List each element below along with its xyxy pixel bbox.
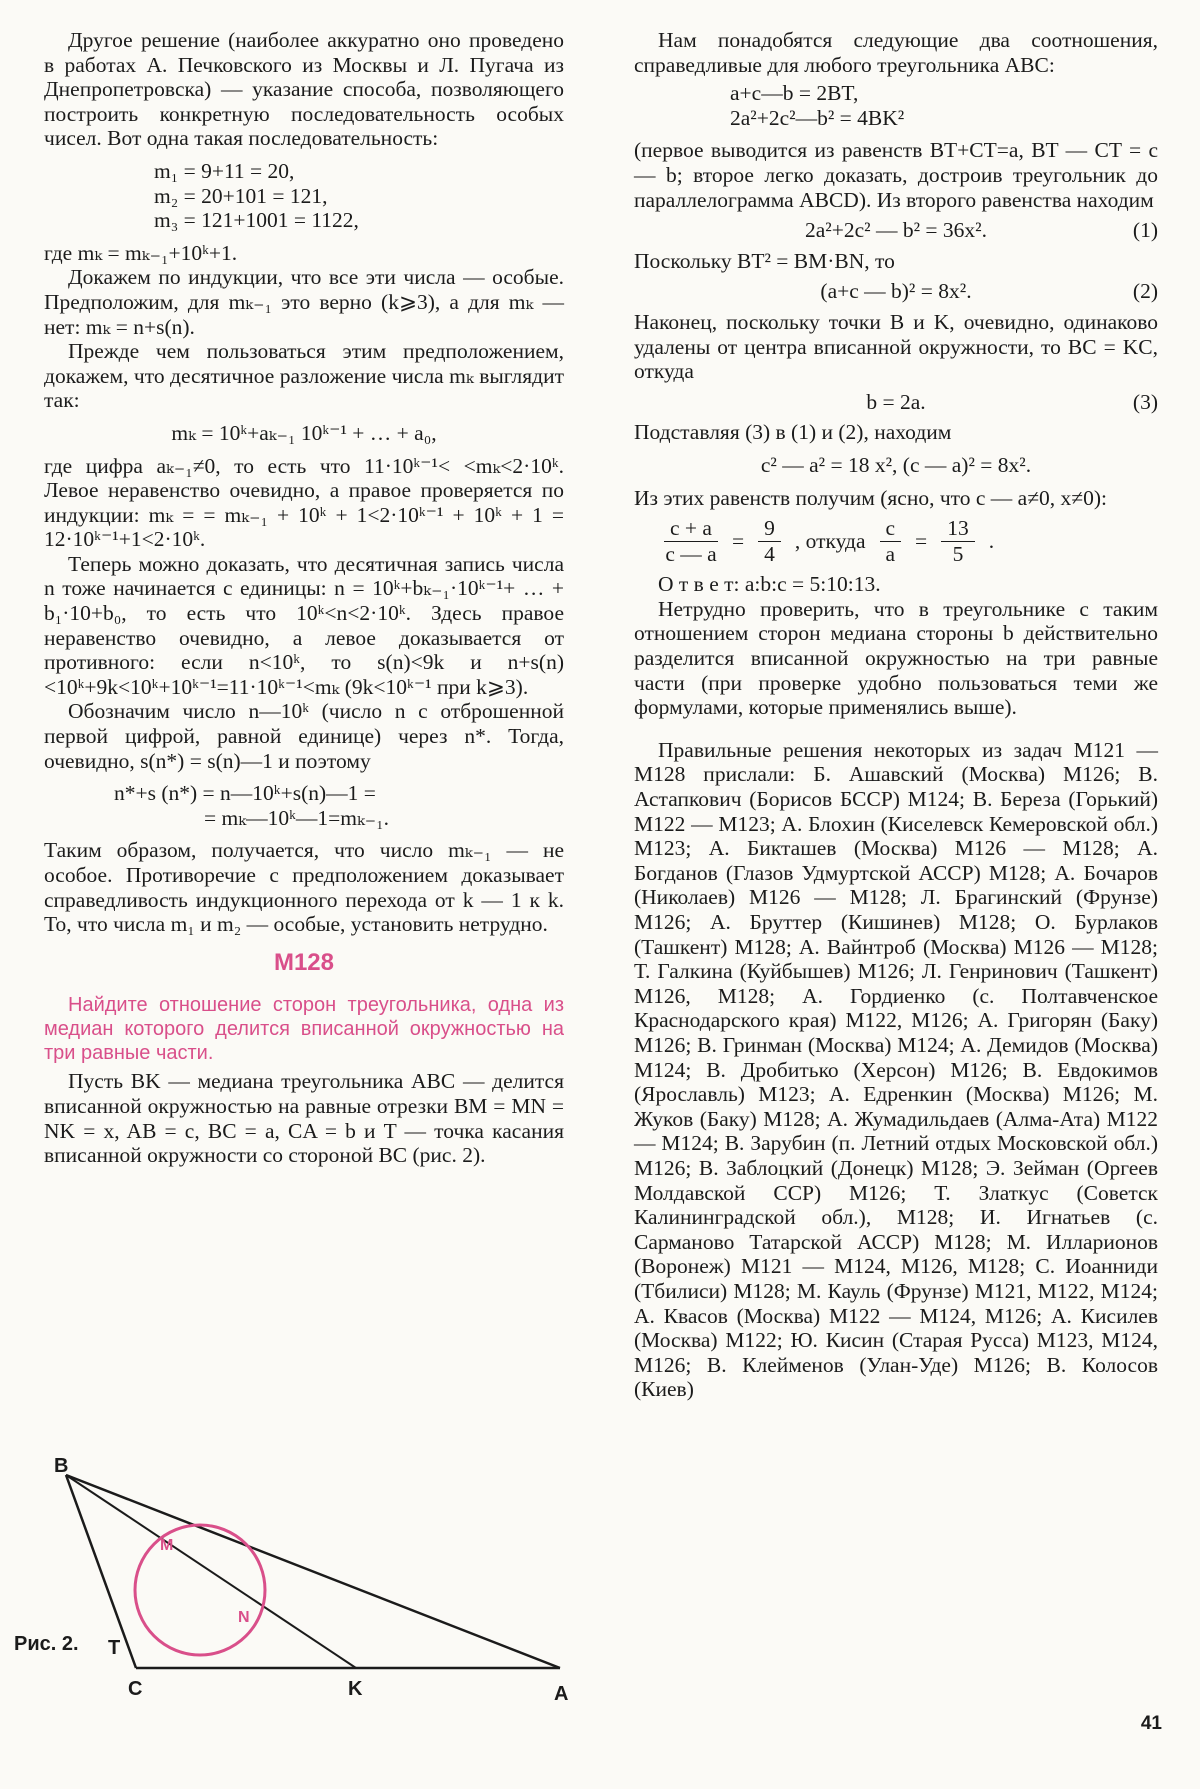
equation-body: b = 2a. — [866, 389, 926, 414]
formula-line: = mₖ—10ᵏ—1=mₖ₋₁. — [204, 805, 390, 830]
page-number: 41 — [1140, 1713, 1162, 1734]
answer: О т в е т: a:b:c = 5:10:13. — [658, 572, 881, 597]
formula-m1: m₁ = 9+11 = 20, — [154, 158, 295, 183]
connector-text: , откуда — [794, 528, 866, 553]
left-column — [44, 28, 564, 1168]
paragraph: Наконец, поскольку точки B и K, очевидно, одинаково удалены от центра вписанной окружности, то BC = KC, откуда — [634, 309, 1158, 384]
paragraph: Обозначим число n—10ᵏ (число n с отброшенной первой цифрой, равной единице) через n*. Тогда, очевидно, s(n*) = s(n)—1 и поэтому — [44, 699, 564, 773]
formula-line: 2a²+2c²—b² = 4BK² — [730, 105, 905, 130]
right-column — [634, 28, 1158, 1402]
equation-number: (3) — [1132, 389, 1158, 414]
equals-sign: = — [731, 528, 745, 553]
numerator: c + a — [664, 516, 718, 542]
equals-sign: = — [915, 528, 928, 553]
equation-number: (1) — [1132, 218, 1158, 243]
formula-m2: m₂ = 20+101 = 121, — [154, 183, 328, 208]
vertex-label-b: B — [54, 1455, 69, 1477]
formula-line: n*+s (n*) = n—10ᵏ+s(n)—1 = — [114, 781, 376, 806]
problem-heading: M128 — [273, 948, 335, 976]
paragraph: Прежде чем пользоваться этим предположением, докажем, что десятичное разложение числа mₖ выглядит так: — [44, 339, 564, 413]
denominator: 5 — [952, 541, 964, 566]
paragraph: Поскольку BT² = BM·BN, то — [634, 248, 895, 273]
paragraph: Пусть BK — медиана треугольника ABC — делится вписанной окружностью на равные отрезки BM = MN = NK = x, AB = c, BC = a, CA = b и T — точка касания вписанной окружности со стороной BC (рис. 2). — [44, 1069, 564, 1168]
solvers-list: Правильные решения некоторых из задач M121 — M128 прислали: Б. Ашавский (Москва) M126; В. Астапкович (Борисов БССР) M124; В. Береза (Горький) M122 — M123; А. Блохин (Киселевск Кемеровской обл.) M123; А. Бикташев (Москва) M126 — M128; А. Богданов (Глазов Удмуртской АССР) M128; А. Бочаров (Николаев) M126 — M128; Л. Брагинский (Фрунзе) M126; А. Бруттер (Кишинев) M128; О. Бурлаков (Ташкент) M128; А. Вайнтроб (Москва) M126 — M128; Т. Галкина (Куйбышев) M126; Л. Генринович (Ташкент) M126, M128; А. Гордиенко (с. Полтавченское Краснодарского края) M122, M126; А. Григорян (Баку) M126; В. Гринман (Москва) M124; А. Демидов (Москва) M124; В. Дробитько (Херсон) M126; В. Евдокимов (Ярославль) M123; А. Едренкин (Москва) M126; М. Жуков (Баку) M128; А. Жумадильдаев (Алма-Ата) M122 — M124; В. Зарубин (п. Летний отдых Московской обл.) M126; В. Заблоцкий (Донецк) M128; Э. Зейман (Оргеев Молдавской ССР) M126; Т. Златкус (Советск Калининградской обл.), M128; И. Игнатьев (с. Сарманово Татарской АССР) M128; М. Илларионов (Воронеж) M121 — M124, M126, M128; С. Иоанниди (Тбилиси) M128; М. Кауль (Фрунзе) M121, M122, M124; А. Квасов (Москва) M122 — M124, M126; А. Кисилев (Москва) M122; Ю. Кисин (Старая Русса) M123, M124, M126; В. Клейменов (Улан-Уде) M126; В. Колосов (Киев) — [634, 737, 1158, 1402]
fraction — [880, 516, 902, 566]
triangle-figure — [30, 1450, 590, 1750]
vertex-label-a: A — [554, 1683, 569, 1705]
equation-2 — [634, 279, 1158, 304]
paragraph: где цифра aₖ₋₁≠0, то есть что 11·10ᵏ⁻¹< <mₖ<2·10ᵏ. Левое неравенство очевидно, а правое проверяется по индукции: mₖ = = mₖ₋₁ + 10ᵏ + 1<2·10ᵏ⁻¹ + 10ᵏ + 1 = 12·10ᵏ⁻¹+1<2·10ᵏ. — [44, 453, 564, 552]
denominator: 4 — [764, 541, 775, 566]
paragraph: Нетрудно проверить, что в треугольнике с таким отношением сторон медиана стороны b действительно разделится вписанной окружностью на три равные части (при проверке удобно пользоваться теми же формулами, которые применялись выше). — [634, 596, 1158, 720]
equation-number: (2) — [1132, 279, 1158, 304]
paragraph: Подставляя (3) в (1) и (2), находим — [634, 420, 952, 445]
equation-3 — [634, 390, 1158, 415]
paragraph: Таким образом, получается, что число mₖ₋₁ — не особое. Противоречие с предположением доказывает справедливость индукционного перехода от k — 1 к k. То, что числа m₁ и m₂ — особые, установить нетрудно. — [44, 838, 564, 937]
vertex-label-c: C — [128, 1678, 143, 1700]
fraction-equation — [664, 516, 1158, 566]
point-label-t: T — [108, 1637, 121, 1659]
paragraph: Из этих равенств получим (ясно, что c — a≠0, x≠0): — [634, 485, 1107, 510]
equation-body: (a+c — b)² = 8x². — [820, 279, 972, 304]
denominator: a — [885, 541, 896, 566]
sequence-formulas — [154, 159, 564, 233]
figure-caption: Рис. 2. — [14, 1633, 79, 1655]
incircle — [135, 1525, 265, 1655]
fraction — [664, 516, 718, 566]
formula-line: a+c—b = 2BT, — [730, 81, 859, 106]
point-label-m: M — [160, 1537, 174, 1554]
numerator: 13 — [941, 516, 975, 542]
formula: c² — a² = 18 x², (c — a)² = 8x². — [760, 452, 1032, 477]
equation-1 — [634, 218, 1158, 243]
point-label-n: N — [238, 1609, 250, 1626]
equation-body: 2a²+2c² — b² = 36x². — [805, 218, 987, 243]
paragraph: (первое выводится из равенств BT+CT=a, BT — CT = c — b; второе легко доказать, достроив треугольник до параллелограмма ABCD). Из второго равенства находим — [634, 138, 1158, 212]
paragraph: где mₖ = mₖ₋₁+10ᵏ+1. — [44, 240, 238, 265]
problem-statement: Найдите отношение сторон треугольника, одна из медиан которого делится вписанной окружностью на три равные части. — [44, 994, 564, 1065]
formula: mₖ = 10ᵏ+aₖ₋₁ 10ᵏ⁻¹ + … + a₀, — [171, 420, 437, 445]
numerator: 9 — [758, 516, 781, 542]
fraction — [758, 516, 781, 566]
formula-block — [730, 81, 1158, 130]
formula-block — [114, 781, 564, 830]
paragraph: Теперь можно доказать, что десятичная запись числа n тоже начинается с единицы: n = 10ᵏ+bₖ₋₁·10ᵏ⁻¹+ … + b₁·10+b₀, то есть что 10ᵏ<n<2·10ᵏ. Здесь правое неравенство очевидно, а левое доказывается от противного: если n<10ᵏ, то s(n)<9k и n+s(n)<10ᵏ+9k<10ᵏ+10ᵏ⁻¹=11·10ᵏ⁻¹<mₖ (9k<10ᵏ⁻¹ при k⩾3). — [44, 551, 564, 699]
paragraph: Другое решение (наиболее аккуратно оно проведено в работах А. Печковского из Москвы и Л. Пугача из Днепропетровска) — указание способа, позволяющего построить конкретную последовательность особых чисел. Вот одна такая последовательность: — [44, 28, 564, 151]
denominator: c — a — [665, 541, 717, 566]
paragraph: Докажем по индукции, что все эти числа — особые. Предположим, для mₖ₋₁ это верно (k⩾3), а для mₖ — нет: mₖ = n+s(n). — [44, 265, 564, 339]
formula-m3: m₃ = 121+1001 = 1122, — [154, 208, 359, 233]
numerator: c — [880, 516, 902, 542]
end-dot: . — [988, 528, 995, 553]
fraction — [941, 516, 975, 566]
paragraph: Нам понадобятся следующие два соотношения, справедливые для любого треугольника ABC: — [634, 28, 1158, 77]
point-label-k: K — [348, 1678, 363, 1700]
